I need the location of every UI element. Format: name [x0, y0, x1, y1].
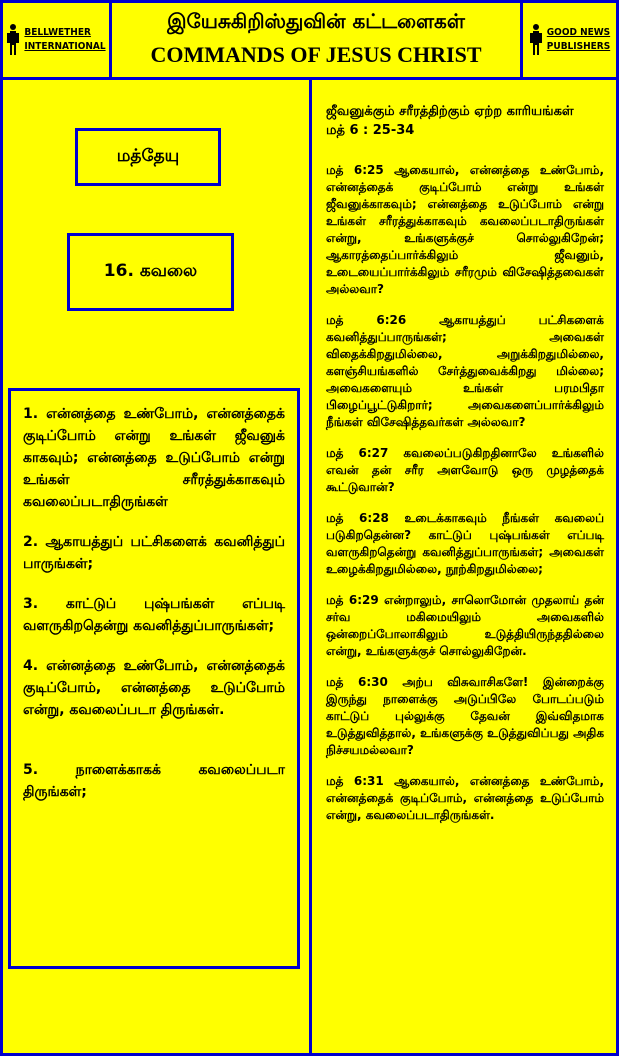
good-news-figure-icon [529, 23, 543, 57]
verse: மத் 6:27 கவலைப்படுகிறதினாலே உங்களில் எவன் தன் சரீர அளவோடு ஒரு முழத்தைக் கூட்டுவான்? [326, 446, 604, 494]
list-item: 3. காட்டுப் புஷ்பங்கள் எப்படி வளருகிறதென்று கவனித்துப்பாருங்கள்; [23, 596, 285, 634]
topic-label: 16. கவலை [67, 233, 234, 311]
list-item: 5. நாளைக்காகக் கவலைப்படா திருங்கள்; [23, 762, 285, 800]
verse: மத் 6:28 உடைக்காகவும் நீங்கள் கவலைப் படுகிறதென்ன? காட்டுப் புஷ்பங்கள் எப்படி வளருகிறதென்று கவனித்துப்பாருங்கள்; அவைகள் உழைக்கிறதுமில்லை, நூற்கிறதுமில்லை; [326, 511, 604, 576]
book-label: மத்தேயு [75, 128, 221, 186]
bellwether-figure-icon [6, 23, 20, 57]
verse: மத் 6:25 ஆகையால், என்னத்தை உண்போம், என்னத்தைக் குடிப்போம் என்று உங்கள் ஜீவனுக்காகவும்; என்னத்தை உடுப்போம் என்று உங்கள் சரீரத்துக்காகவும் கவலைப்படாதிருங்கள் என்று, உங்களுக்குச் சொல்லுகிறேன்; ஆகாரத்தைப்பார்க்கிலும் ஜீவனும், உடையைப்பார்க்கிலும் சரீரமும் விசேஷித்தவைகள் அல்லவா? [326, 163, 604, 296]
list-item: 4. என்னத்தை உண்போம், என்னத்தைக் குடிப்போம், என்னத்தை உடுப்போம் என்று, கவலைப்படா திருங்கள். [23, 658, 285, 718]
verse: மத் 6:30 அற்ப விசுவாசிகளே! இன்றைக்கு இருந்து நாளைக்கு அடுப்பிலே போடப்படும் காட்டுப் புல்லுக்கு தேவன் இவ்விதமாக உடுத்துவித்தால், உங்களுக்கு உடுத்துவிப்பது அதிக நிச்சயமல்லவா? [326, 675, 604, 757]
list-item: 2. ஆகாயத்துப் பட்சிகளைக் கவனித்துப் பாருங்கள்; [23, 534, 285, 572]
right-logo-text: GOOD NEWS PUBLISHERS [546, 27, 611, 52]
list-item: 1. என்னத்தை உண்போம், என்னத்தைக் குடிப்போம் என்று உங்கள் ஜீவனுக் காகவும்; என்னத்தை உடுப்போம் என்று உங்கள் சரீரத்துக்காகவும் கவலைப்படாதிருங்கள் [23, 406, 285, 510]
left-logo-box [0, 0, 112, 80]
title-box [109, 0, 523, 80]
title-tamil: இயேசுகிறிஸ்துவின் கட்டளைகள் [167, 9, 465, 33]
commands-list [8, 388, 300, 969]
title-english: COMMANDS OF JESUS CHRIST [150, 42, 482, 67]
scripture-heading [326, 102, 604, 140]
right-logo-box [520, 0, 619, 80]
left-logo-text: BELLWETHER INTERNATIONAL [24, 27, 106, 52]
scripture-reference: மத் 6 : 25-34 [326, 123, 415, 138]
verse: மத் 6:26 ஆகாயத்துப் பட்சிகளைக் கவனித்துப்பாருங்கள்; அவைகள் விதைக்கிறதுமில்லை, அறுக்கிறதுமில்லை, களஞ்சியங்களில் சேர்த்துவைக்கிறது மில்லை; அவைகளையும் உங்கள் பரமபிதா பிழைப்பூட்டுகிறார்; அவைகளைப்பார்க்கிலும் நீங்கள் விசேஷித்தவர்கள் அல்லவா? [326, 313, 604, 429]
right-column [309, 77, 619, 1056]
verse: மத் 6:29 என்றாலும், சாலொமோன் முதலாய் தன் சர்வ மகிமையிலும் அவைகளில் ஒன்றைப்போலாகிலும் உடுத்தியிருந்ததில்லை என்று, உங்களுக்குச் சொல்லுகிறேன். [326, 593, 604, 658]
scripture-heading-text: ஜீவனுக்கும் சரீரத்திற்கும் ஏற்ற காரியங்கள் [326, 104, 574, 119]
verse: மத் 6:31 ஆகையால், என்னத்தை உண்போம், என்னத்தைக் குடிப்போம், என்னத்தை உடுப்போம் என்று, கவலைப்படாதிருங்கள். [326, 774, 604, 822]
